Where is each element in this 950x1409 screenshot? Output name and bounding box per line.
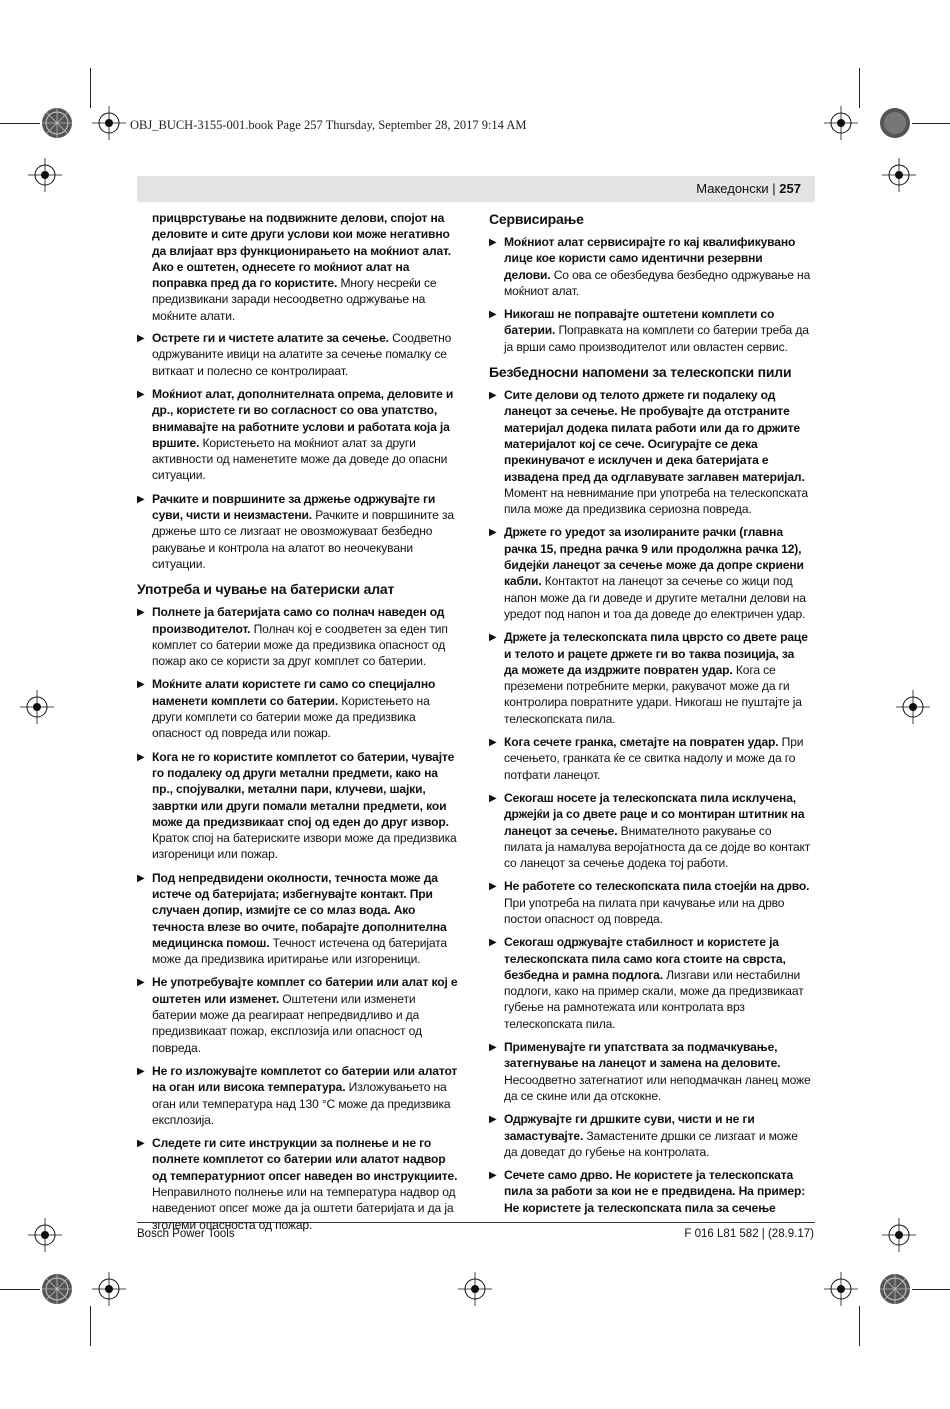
crop-line <box>912 123 950 124</box>
section-title-service: Сервисирање <box>489 211 584 227</box>
item-bold: Не работете со телескопската пила стоејќи на дрво. <box>504 879 810 894</box>
header-separator: | <box>768 181 780 196</box>
bullet-arrow-icon: ▶ <box>137 872 145 884</box>
item-text: При сечењето, гранката ќе се свитка надолу и може да го потфати ланецот. <box>504 735 804 782</box>
list-item <box>489 1111 811 1160</box>
registration-mark-top-left <box>40 106 74 140</box>
list-item <box>489 629 811 727</box>
item-bold: Секогаш одржувајте стабилност и користете ја телескопската пила само кога стоите на сврста, безбедна и рамна подлога. <box>504 935 786 982</box>
item-text: При употреба на пилата при качување или на дрво постои опасност од повреда. <box>504 895 785 926</box>
crosshair-bottom-left <box>92 1272 126 1306</box>
bullet-arrow-icon: ▶ <box>489 1042 497 1054</box>
bullet-arrow-icon: ▶ <box>489 881 497 893</box>
header-text <box>696 181 801 196</box>
registration-mark-bottom-left <box>40 1272 74 1306</box>
crop-line <box>859 68 860 108</box>
page-header <box>137 176 815 202</box>
item-text: Користењето на други комплети со батерии може да предизвика опасност од повреда или пожар. <box>152 693 430 741</box>
item-bold: Острете ги и чистете алатите за сечење. <box>152 331 389 346</box>
bullet-arrow-icon: ▶ <box>137 607 145 619</box>
item-bold: Држете ја телескопската пила цврсто со двете раце и телото и рацете држете ги во таква позиција, за да можете да издржите повратен удар. <box>504 630 808 677</box>
right-list-b <box>489 387 811 1216</box>
bullet-arrow-icon: ▶ <box>137 1065 145 1077</box>
list-item <box>137 1063 459 1128</box>
bullet-arrow-icon: ▶ <box>489 390 497 402</box>
registration-mark-bottom-right <box>878 1272 912 1306</box>
crosshair-left-upper <box>28 158 62 192</box>
crosshair-right-upper <box>882 158 916 192</box>
crosshair-bottom-right <box>824 1272 858 1306</box>
crop-line <box>859 1306 860 1346</box>
item-text: Соодветно одржуваните ивици на алатите за сечење помалку се виткаат и полесно се контролираат. <box>152 331 452 378</box>
crosshair-right-lower <box>882 1218 916 1252</box>
book-info-line: OBJ_BUCH-3155-001.book Page 257 Thursday, September 28, 2017 9:14 AM <box>130 118 527 132</box>
footer-publisher: Bosch Power Tools <box>137 1228 235 1240</box>
left-list-b <box>137 604 459 1233</box>
list-item <box>137 676 459 741</box>
bullet-arrow-icon: ▶ <box>489 309 497 321</box>
item-text: Неправилното полнење или на температура надвор од наведениот опсег може да ја оштети батеријата и да ја зголеми опасноста од пожар. <box>152 1185 456 1232</box>
crosshair-left-lower <box>28 1218 62 1252</box>
item-text: Момент на невнимание при употреба на телескопската пила може да предизвика сериозна повреда. <box>504 485 808 517</box>
item-text: Полнач кој е соодветен за еден тип комплет со батерии може да предизвика опасност од пожар ако се користи за друг комплет со батерии. <box>152 621 448 669</box>
footer-divider <box>137 1222 815 1223</box>
right-list-a <box>489 234 811 355</box>
item-text: Течност истечена од батеријата може да предизвика иритирање или изгореници. <box>152 935 448 967</box>
item-text: Поправката на комплети со батерии треба да ја врши само производителот или овластен сервис. <box>504 323 809 354</box>
list-item <box>489 524 811 622</box>
item-bold: Моќните алати користете ги само со специјално наменети комплети со батерии. <box>152 677 436 708</box>
page-number: 257 <box>779 181 801 196</box>
list-item <box>489 1167 811 1216</box>
bullet-arrow-icon: ▶ <box>137 679 145 691</box>
item-text: Внимателното ракување со пилата ја намалува веројатноста да се дојде во контакт со ланецот за сечење додека тој работи. <box>504 823 811 871</box>
item-bold: Следете ги сите инструкции за полнење и не го полнете комплетот со батерии или алатот надвор од температурниот опсег наведен во инструкциите. <box>152 1136 458 1183</box>
item-text: Рачките и површините за држење што се лизгаат не овозможуваат безбедно ракување и контрола на алатот во неочекувани ситуации. <box>152 508 454 571</box>
bullet-arrow-icon: ▶ <box>489 1170 497 1182</box>
list-item <box>137 491 459 572</box>
bullet-arrow-icon: ▶ <box>137 493 145 505</box>
footer-doc-number: F 016 L81 582 | (28.9.17) <box>684 1228 814 1240</box>
item-text: Користењето на моќниот алат за други активности од наменетите може да доведе до опасни ситуации. <box>152 435 448 483</box>
item-bold: Применувајте ги упатствата за подмачкување, затегнување на ланецот и замена на деловите. <box>504 1040 781 1071</box>
crop-line <box>0 1289 40 1290</box>
crop-line <box>912 1289 950 1290</box>
intro-bold: прицврстување на подвижните делови, спојот на деловите и сите други услови кои може негативно да влијаат врз функционирањето на моќниот алат. Ако е оштетен, однесете го моќниот алат на поправка пред да го користите. <box>152 211 451 291</box>
item-text: Контактот на ланецот за сечење со жици под напон може да ги доведе и другите метални делови на уредот под напон и тоа да доведе до електричен удар. <box>504 574 806 621</box>
list-item <box>137 604 459 669</box>
item-bold: Не го изложувајте комплетот со батерии или алатот на оган или висока температура. <box>152 1063 458 1095</box>
bullet-arrow-icon: ▶ <box>137 333 145 345</box>
crosshair-bottom-center <box>458 1272 492 1306</box>
bullet-arrow-icon: ▶ <box>137 388 145 400</box>
list-item <box>489 234 811 299</box>
item-text: Изложувањето на оган или температура над 130 °C може да предизвика експлозија. <box>152 1080 451 1127</box>
crosshair-top-left <box>92 106 126 140</box>
list-item <box>489 306 811 355</box>
list-item <box>137 870 459 968</box>
list-item <box>137 974 459 1055</box>
item-text: Оштетени или изменети батерии може да реагираат непредвидливо и да предизвикаат пожар, експлозија или опасност од повреда. <box>152 991 422 1055</box>
item-bold: Сите делови од телото држете ги подалеку од ланецот за сечење. Не пробувајте да отстраните материјал додека пилата работи или да го држите материјалот кој се сече. Осигурајте се дека прекинувачот е исклучен и дека батеријата е извадена пред да одглавувате заглавен материјал. <box>504 388 805 484</box>
list-item <box>489 734 811 783</box>
item-bold: Моќниот алат сервисирајте го кај квалификувано лице кое користи само идентични резервни делови. <box>504 235 796 282</box>
crosshair-top-right <box>824 106 858 140</box>
crop-line <box>90 1306 91 1346</box>
item-text: Краток спој на батериските извори може да предизвика изгореници или пожар. <box>152 831 457 862</box>
right-column <box>489 210 811 1223</box>
item-bold: Секогаш носете ја телескопската пила исклучена, држејќи ја со двете раце и со монтиран штитник на ланецот за сечење. <box>504 790 805 838</box>
bullet-arrow-icon: ▶ <box>489 737 497 749</box>
item-bold: Сечете само дрво. Не користете ја телескопската пила за работи за кои не е предвидена. На пример: Не користете ја телескопската пила за сечење <box>504 1168 806 1215</box>
list-item <box>137 386 459 484</box>
item-text: Несоодветно затегнатиот или неподмачкан ланец може да се скине или да отскокне. <box>504 1072 811 1103</box>
crosshair-left-middle <box>20 690 54 724</box>
left-list-a <box>137 330 459 572</box>
list-item <box>137 1135 459 1233</box>
bullet-arrow-icon: ▶ <box>137 751 145 763</box>
item-bold: Држете го уредот за изолираните рачки (главна рачка 15, предна рачка 9 или продолжна рачка 12), бидејќи ланецот за сечење може да допре скриени кабли. <box>504 525 804 589</box>
section-title-battery: Употреба и чување на батериски алат <box>137 581 395 598</box>
registration-mark-top-right <box>878 106 912 140</box>
bullet-arrow-icon: ▶ <box>489 937 497 949</box>
bullet-arrow-icon: ▶ <box>489 527 497 539</box>
intro-paragraph <box>137 210 459 324</box>
item-bold: Не употребувајте комплет со батерии или алат кој е оштетен или изменет. <box>152 975 458 1006</box>
list-item <box>489 878 811 927</box>
list-item <box>489 790 811 871</box>
bullet-arrow-icon: ▶ <box>489 237 497 248</box>
item-bold: Полнете ја батеријата само со полнач наведен од производителот. <box>152 605 445 636</box>
crop-line <box>0 123 40 124</box>
item-text: Лизгави или нестабилни подлоги, како на пример скали, може да предизвикаат губење на рамнотежата или контролата врз телескопската пила. <box>504 967 804 1031</box>
item-text: Замастените дршки се лизгаат и може да доведат до губење на контролата. <box>504 1128 798 1159</box>
header-language: Македонски <box>696 181 769 196</box>
item-bold: Одржувајте ги дршките суви, чисти и не ги замастувајте. <box>504 1112 755 1143</box>
section-title-telescopic: Безбедносни напомени за телескопски пили <box>489 364 792 381</box>
bullet-arrow-icon: ▶ <box>489 1114 497 1126</box>
crosshair-right-middle <box>896 690 930 724</box>
bullet-arrow-icon: ▶ <box>137 1138 145 1150</box>
left-column <box>137 210 459 1240</box>
item-bold: Кога сечете гранка, сметајте на повратен удар. <box>504 735 779 750</box>
list-item <box>489 934 811 1032</box>
item-bold: Кога не го користите комплетот со батерии, чувајте го подалеку од други метални предмети, како на пр., спојувалки, метални пари, клучеви, шајки, завртки или други помали метални предмети, кои може да предизвикаат спој од еден до друг извор. <box>152 749 455 829</box>
crop-line <box>90 68 91 108</box>
item-bold: Моќниот алат, дополнителната опрема, деловите и др., користете ги во согласност со ова упатство, внимавајте на работните услови и работата која ја вршите. <box>152 386 454 450</box>
list-item <box>137 330 459 379</box>
item-text: Кога се преземени потребните мерки, ракувачот може да ги контролира повратните удари. Никогаш не пуштајте ја телескопската пила. <box>504 662 802 726</box>
list-item <box>489 387 811 517</box>
item-text: Со ова се обезбедува безбедно одржување на моќниот алат. <box>504 267 811 298</box>
bullet-arrow-icon: ▶ <box>137 977 145 989</box>
list-item <box>137 749 459 863</box>
intro-text: Многу несреќи се предизвикани заради несоодветно одржување на моќните алати. <box>152 276 437 323</box>
item-bold: Рачките и површините за држење одржувајте ги суви, чисти и неизмастени. <box>152 491 436 523</box>
list-item <box>489 1039 811 1104</box>
bullet-arrow-icon: ▶ <box>489 632 497 644</box>
item-bold: Никогаш не поправајте оштетени комплети со батерии. <box>504 307 775 338</box>
bullet-arrow-icon: ▶ <box>489 792 497 804</box>
item-bold: Под непредвидени околности, течноста може да истече од батеријата; избегнувајте контакт. При случаен допир, измијте се со млаз вода. Ако течноста влезе во очите, побарајте дополнителна медицинска помош. <box>152 870 447 950</box>
